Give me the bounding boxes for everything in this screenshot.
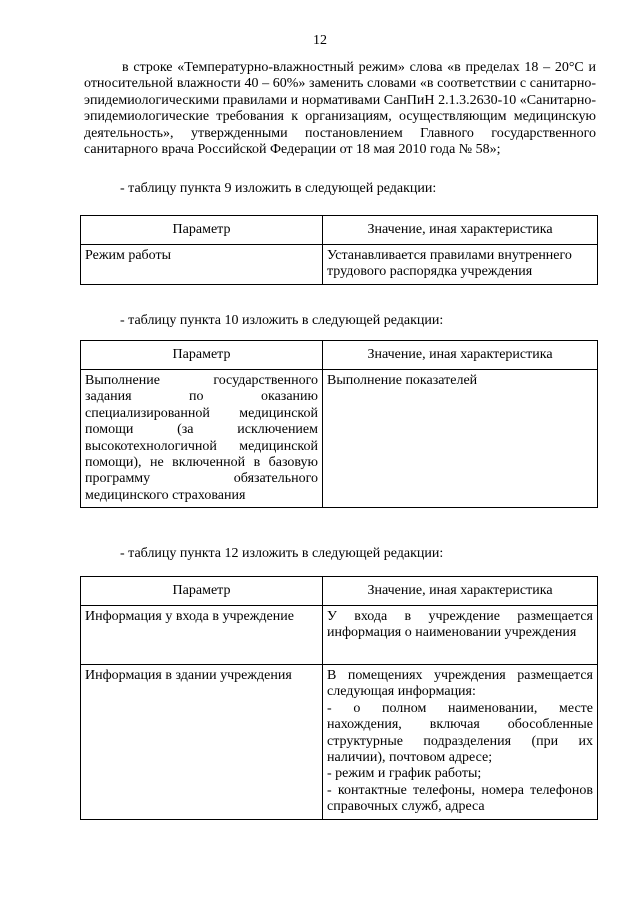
table-row — [81, 245, 598, 285]
table-10 — [80, 340, 598, 508]
cell-param: Выполнение государственного задания по оказанию специализированной медицинской помощи (за исключением высокотехнологичной медицинской помощи), не включенной в базовую программу обязательного медицинского страхования — [81, 370, 323, 508]
table-row — [81, 370, 598, 508]
caption-table-12: - таблицу пункта 12 изложить в следующей редакции: — [120, 546, 444, 561]
header-value: Значение, иная характеристика — [323, 216, 598, 245]
header-param: Параметр — [81, 216, 323, 245]
table-9 — [80, 215, 598, 285]
header-value: Значение, иная характеристика — [323, 341, 598, 370]
table-12 — [80, 576, 598, 820]
cell-param: Режим работы — [81, 245, 323, 285]
cell-value — [323, 665, 598, 820]
intro-text: в строке «Температурно-влажностный режим» слова «в пределах 18 – 20°С и относительной влажности 40 – 60%» заменить словами «в соответствии с санитарно-эпидемиологическими правилами и нормативами СанПиН 2.1.3.2630-10 «Санитарно-эпидемиологические требования к организациям, осуществляющим медицинскую деятельность», утвержденными постановлением Главного государственного санитарного врача Российской Федерации от 18 мая 2010 года № 58»; — [84, 60, 596, 158]
header-param: Параметр — [81, 341, 323, 370]
caption-table-10: - таблицу пункта 10 изложить в следующей редакции: — [120, 313, 444, 328]
page-number: 12 — [313, 33, 327, 48]
cell-param: Информация у входа в учреждение — [81, 606, 323, 665]
cell-value: Выполнение показателей — [323, 370, 598, 508]
list-item: - контактные телефоны, номера телефонов справочных служб, адреса — [327, 782, 593, 815]
list-item: - режим и график работы; — [327, 766, 482, 782]
header-value: Значение, иная характеристика — [323, 577, 598, 606]
table-header-row — [81, 216, 598, 245]
table-row — [81, 606, 598, 665]
cell-param: Информация в здании учреждения — [81, 665, 323, 820]
cell-value: Устанавливается правилами внутреннего трудового распорядка учреждения — [323, 245, 598, 285]
intro-paragraph — [84, 60, 596, 158]
list-item: - о полном наименовании, месте нахождения, включая обособленные структурные подразделения (при их наличии), почтовом адресе; — [327, 700, 593, 766]
table-row — [81, 665, 598, 820]
cell-value: У входа в учреждение размещается информация о наименовании учреждения — [323, 606, 598, 665]
header-param: Параметр — [81, 577, 323, 606]
table-header-row — [81, 341, 598, 370]
table-header-row — [81, 577, 598, 606]
cell-value-intro: В помещениях учреждения размещается следующая информация: — [327, 668, 593, 700]
caption-table-9: - таблицу пункта 9 изложить в следующей редакции: — [120, 181, 437, 196]
